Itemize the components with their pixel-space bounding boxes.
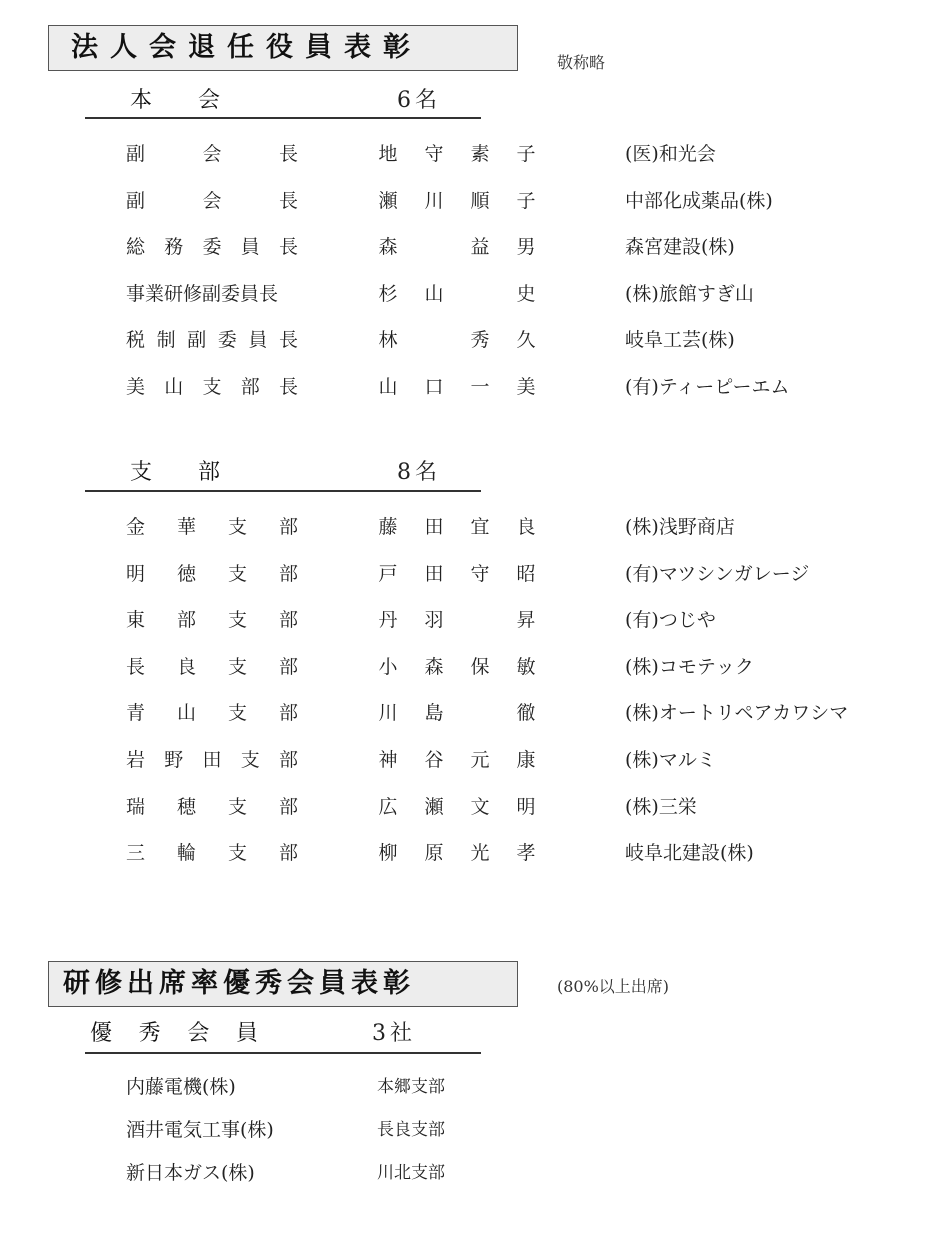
role-char: 部: [278, 562, 298, 585]
name-char: 山: [378, 376, 398, 398]
officer-role: [126, 559, 298, 589]
name-char: 美: [516, 376, 536, 398]
role-char: 制: [156, 329, 176, 352]
name-char: 島: [424, 702, 444, 725]
officer-row: [0, 232, 930, 262]
name-char: 川: [378, 702, 398, 725]
shibu-heading-char: 支: [130, 460, 153, 485]
officer-name: [377, 792, 537, 822]
role-char: 岩: [126, 749, 146, 771]
attendance-award-title: 研修出席率優秀会員表彰: [48, 961, 518, 1007]
role-char: 長: [278, 329, 298, 352]
member-branch: 本郷支部: [377, 1077, 445, 1097]
name-char: 秀: [470, 329, 490, 352]
name-char: 柳: [378, 842, 398, 865]
retired-officers-title: 法人会退任役員表彰: [48, 25, 518, 71]
role-char: 部: [240, 376, 260, 398]
name-char: 地: [378, 143, 398, 165]
role-char: 税: [126, 329, 146, 352]
officer-row: [0, 838, 930, 868]
officer-role: [126, 605, 298, 635]
name-char: 田: [424, 516, 444, 538]
officer-row: [0, 652, 930, 682]
officer-row: [0, 325, 930, 355]
name-char: 瀬: [424, 795, 444, 818]
role-char: 長: [278, 189, 298, 212]
officer-row: [0, 698, 930, 728]
attendance-note: (80%以上出席): [557, 977, 670, 996]
role-char: 支: [227, 702, 247, 725]
shibu-count: 8名: [397, 460, 441, 485]
name-char: 素: [470, 143, 490, 165]
officer-role: [126, 279, 298, 309]
name-char: 敏: [516, 655, 536, 678]
excellent-heading-char: 優: [90, 1021, 113, 1046]
officer-role: [126, 232, 298, 262]
honkai-heading: [130, 83, 220, 114]
name-char: [469, 698, 491, 728]
officer-name: [377, 652, 537, 682]
name-char: 山: [424, 282, 444, 305]
excellent-heading-char: 会: [187, 1021, 210, 1046]
officer-row: [0, 605, 930, 635]
name-char: 良: [516, 516, 536, 538]
role-char: 事業研修副委員長: [126, 282, 279, 305]
role-char: 長: [278, 376, 298, 398]
member-company: 内藤電機(株): [126, 1076, 236, 1098]
role-char: 美: [126, 376, 146, 398]
officer-role: [126, 372, 298, 402]
name-char: 戸: [378, 562, 398, 585]
role-char: 部: [278, 842, 298, 865]
role-char: 部: [278, 655, 298, 678]
name-char: 森: [378, 236, 398, 259]
name-char: 藤: [378, 516, 398, 538]
officer-name: [377, 698, 537, 728]
role-char: 長: [126, 655, 146, 678]
officer-role: [126, 139, 298, 169]
role-char: 野: [164, 749, 184, 771]
officer-role: [126, 698, 298, 728]
name-char: 杉: [378, 282, 398, 305]
role-char: 部: [278, 516, 298, 538]
officer-organization: 中部化成薬品(株): [625, 189, 773, 212]
officer-name: [377, 605, 537, 635]
officer-organization: (株)旅館すぎ山: [625, 282, 754, 305]
member-row: [0, 1158, 930, 1188]
name-char: 小: [378, 655, 398, 678]
role-char: 部: [278, 702, 298, 725]
officer-organization: (有)ティーピーエム: [625, 376, 790, 398]
name-char: 一: [470, 376, 490, 398]
name-char: 文: [470, 795, 490, 818]
officer-organization: (有)つじや: [625, 609, 716, 632]
role-char: 三: [126, 842, 146, 865]
name-char: 宜: [470, 516, 490, 538]
officer-name: [377, 279, 537, 309]
officer-row: [0, 372, 930, 402]
officer-name: [377, 325, 537, 355]
name-char: 瀬: [378, 189, 398, 212]
officer-role: [126, 745, 298, 775]
role-char: 山: [176, 702, 196, 725]
officer-organization: (株)三栄: [625, 795, 697, 818]
officer-role: [126, 652, 298, 682]
shibu-heading-char: 部: [197, 460, 220, 485]
member-branch: 長良支部: [377, 1120, 445, 1140]
officer-name: [377, 232, 537, 262]
name-char: 保: [470, 655, 490, 678]
role-char: 総: [126, 236, 146, 259]
officer-role: [126, 512, 298, 542]
name-char: 谷: [424, 749, 444, 771]
name-char: 口: [424, 376, 444, 398]
honkai-count: 6名: [397, 88, 441, 113]
name-char: 元: [470, 749, 490, 771]
officer-row: [0, 745, 930, 775]
role-char: 支: [227, 795, 247, 818]
officer-organization: 岐阜北建設(株): [625, 842, 754, 865]
officer-name: [377, 512, 537, 542]
honkai-heading-char: 会: [197, 88, 220, 113]
officer-organization: 森宮建設(株): [625, 236, 735, 259]
shibu-heading: [130, 455, 220, 486]
role-char: 支: [227, 655, 247, 678]
role-char: 明: [126, 562, 146, 585]
role-char: 支: [227, 516, 247, 538]
name-char: 明: [516, 795, 536, 818]
name-char: [423, 325, 445, 355]
name-char: 田: [424, 562, 444, 585]
name-char: 川: [424, 189, 444, 212]
name-char: 丹: [378, 609, 398, 632]
officer-role: [126, 838, 298, 868]
name-char: 原: [424, 842, 444, 865]
officer-name: [377, 838, 537, 868]
excellent-underline: [85, 1052, 481, 1054]
role-char: 支: [227, 842, 247, 865]
name-char: 益: [470, 236, 490, 259]
officer-name: [377, 745, 537, 775]
role-char: 支: [227, 562, 247, 585]
officer-name: [377, 186, 537, 216]
officer-row: [0, 186, 930, 216]
name-char: 広: [378, 795, 398, 818]
name-char: 史: [516, 282, 536, 305]
officer-row: [0, 512, 930, 542]
role-char: 部: [278, 609, 298, 632]
role-char: 委: [217, 329, 237, 352]
name-char: 光: [470, 842, 490, 865]
excellent-heading-char: 秀: [138, 1021, 161, 1046]
role-char: 副: [187, 329, 207, 352]
officer-organization: 岐阜工芸(株): [625, 329, 735, 352]
role-char: 部: [278, 795, 298, 818]
shibu-underline: [85, 490, 481, 492]
name-char: 昭: [516, 562, 536, 585]
role-char: 員: [240, 236, 260, 259]
role-char: 会: [202, 189, 222, 212]
role-char: 支: [240, 749, 260, 771]
honkai-heading-char: 本: [130, 88, 153, 113]
role-char: 務: [164, 236, 184, 259]
officer-organization: (株)オートリペアカワシマ: [625, 702, 849, 725]
officer-row: [0, 792, 930, 822]
name-char: 林: [378, 329, 398, 352]
officer-organization: (株)コモテック: [625, 655, 754, 678]
excellent-members-heading: [90, 1016, 258, 1047]
name-char: 神: [378, 749, 398, 771]
officer-role: [126, 792, 298, 822]
officer-role: [126, 186, 298, 216]
name-char: 森: [424, 655, 444, 678]
officer-name: [377, 559, 537, 589]
excellent-members-count: 3社: [372, 1021, 416, 1046]
role-char: 長: [278, 143, 298, 165]
role-char: 良: [176, 655, 196, 678]
role-char: 金: [126, 516, 146, 538]
role-char: 副: [126, 143, 146, 165]
role-char: 委: [202, 236, 222, 259]
member-company: 酒井電気工事(株): [126, 1119, 274, 1141]
name-char: 久: [516, 329, 536, 352]
role-char: 員: [248, 329, 268, 352]
member-branch: 川北支部: [377, 1163, 445, 1183]
role-char: 部: [278, 749, 298, 771]
name-char: 羽: [424, 609, 444, 632]
role-char: 瑞: [126, 795, 146, 818]
role-char: 輪: [176, 842, 196, 865]
name-char: 男: [516, 236, 536, 259]
officer-organization: (有)マツシンガレージ: [625, 562, 810, 585]
member-company: 新日本ガス(株): [126, 1162, 255, 1184]
officer-name: [377, 372, 537, 402]
role-char: 穂: [176, 795, 196, 818]
member-row: [0, 1072, 930, 1102]
officer-organization: (株)マルミ: [625, 749, 716, 771]
excellent-heading-char: 員: [235, 1021, 258, 1046]
role-char: 支: [227, 609, 247, 632]
role-char: 長: [278, 236, 298, 259]
member-row: [0, 1115, 930, 1145]
name-char: 徹: [516, 702, 536, 725]
name-char: [423, 232, 445, 262]
name-char: 子: [516, 189, 536, 212]
officer-organization: (医)和光会: [625, 143, 716, 165]
officer-organization: (株)浅野商店: [625, 516, 735, 538]
name-char: 守: [424, 143, 444, 165]
role-char: 田: [202, 749, 222, 771]
name-char: 順: [470, 189, 490, 212]
role-char: 会: [202, 143, 222, 165]
honkai-underline: [85, 117, 481, 119]
role-char: 山: [164, 376, 184, 398]
officer-row: [0, 559, 930, 589]
name-char: 昇: [516, 609, 536, 632]
role-char: 華: [176, 516, 196, 538]
name-char: [469, 605, 491, 635]
role-char: 青: [126, 702, 146, 725]
role-char: 徳: [176, 562, 196, 585]
officer-row: [0, 279, 930, 309]
name-char: 康: [516, 749, 536, 771]
name-char: [469, 279, 491, 309]
role-char: 支: [202, 376, 222, 398]
honorific-omitted-note: 敬称略: [557, 53, 606, 72]
role-char: 部: [176, 609, 196, 632]
name-char: 孝: [516, 842, 536, 865]
role-char: 東: [126, 609, 146, 632]
role-char: 副: [126, 189, 146, 212]
name-char: 守: [470, 562, 490, 585]
officer-row: [0, 139, 930, 169]
officer-name: [377, 139, 537, 169]
name-char: 子: [516, 143, 536, 165]
officer-role: [126, 325, 298, 355]
